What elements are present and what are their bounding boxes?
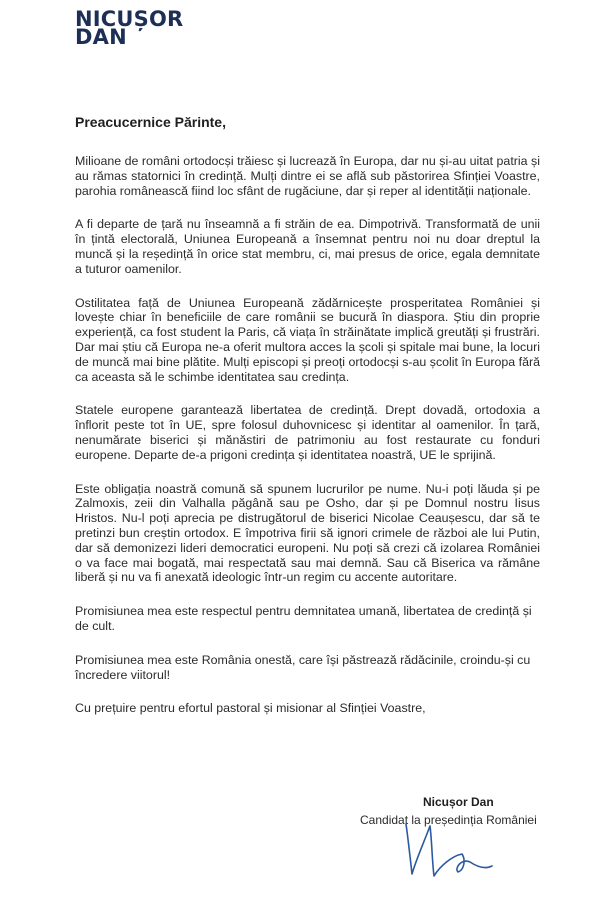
paragraph-european-union: A fi departe de țară nu înseamnă a fi străin de ea. Dimpotrivă. Transformată de unii în țintă electorală, Uniunea Europeană a însemnat pentru noi nu doar dreptul la muncă și la reședință în orice stat membru, ci, mai presus de orice, egala demnitate a tuturor oamenilor.	[75, 217, 540, 276]
letter-body	[75, 154, 540, 735]
signatory-name: Nicușor Dan	[423, 795, 494, 809]
paragraph-diaspora: Milioane de români ortodocși trăiesc și lucrează în Europa, dar nu și-au uitat patria și au rămas statornici în credință. Mulți dintre ei se află sub păstorirea Sfinției Voastre, parohia românească fiind loc sfânt de rugăciune, dar și reper al identității naționale.	[75, 154, 540, 198]
letter-salutation: Preacucernice Părinte,	[75, 114, 226, 130]
paragraph-common-duty: Este obligația noastră comună să spunem lucrurilor pe nume. Nu-i poți lăuda și pe Zalmoxis, zeii din Valhalla păgână sau pe Osho, dar și pe Domnul nostru Iisus Hristos. Nu-l poți aprecia pe distrugătorul de biserici Nicolae Ceaușescu, dar să te pretinzi bun creștin ortodox. E împotriva firii să ignori crimele de război ale lui Putin, dar să demonizezi lideri democratici europeni. Nu poți să crezi că izolarea României o va face mai bogată, mai respectată sau mai demnă. Sau că Biserica va rămâne liberă și nu va fi anexată ideologic într-un regim cu accente autoritare.	[75, 481, 540, 585]
logo-last-name: DAN	[75, 25, 127, 49]
paragraph-promise-honest-romania: Promisiunea mea este România onestă, care își păstrează rădăcinile, croindu-și cu încredere viitorul!	[75, 652, 531, 682]
paragraph-hostility: Ostilitatea față de Uniunea Europeană zădărnicește prosperitatea României și lovește chiar în beneficiile de care românii se bucură în diaspora. Știu din proprie experiență, ca fost student la Paris, că viața în străinătate implică greutăți și frustrări. Dar mai știu că Europa ne-a oferit multora acces la școli și spitale mai bune, la locuri de muncă mai bine plătite. Mulți episcopi și preoți ortodocși s-au școlit în Europa fără ca aceasta să le schimbe identitatea sau credința.	[75, 295, 540, 384]
paragraph-freedom-of-faith: Statele europene garantează libertatea de credință. Drept dovadă, ortodoxia a înflorit peste tot în UE, spre folosul duhovnicesc și identitar al oamenilor. În țară, nenumărate biserici și mănăstiri de patrimoniu au fost restaurate cu fonduri europene. Departe de-a prigoni credința și identitatea noastră, UE le sprijină.	[75, 403, 540, 462]
letter-closing: Cu prețuire pentru efortul pastoral și misionar al Sfinției Voastre,	[75, 701, 426, 716]
logo-first-name: NICUȘOR	[75, 7, 184, 31]
campaign-logo	[75, 7, 184, 49]
handwritten-signature	[396, 816, 506, 882]
signatory-title: Candidat la președinția României	[360, 813, 537, 827]
paragraph-promise-dignity: Promisiunea mea este respectul pentru demnitatea umană, libertatea de credință și de cult.	[75, 604, 532, 633]
